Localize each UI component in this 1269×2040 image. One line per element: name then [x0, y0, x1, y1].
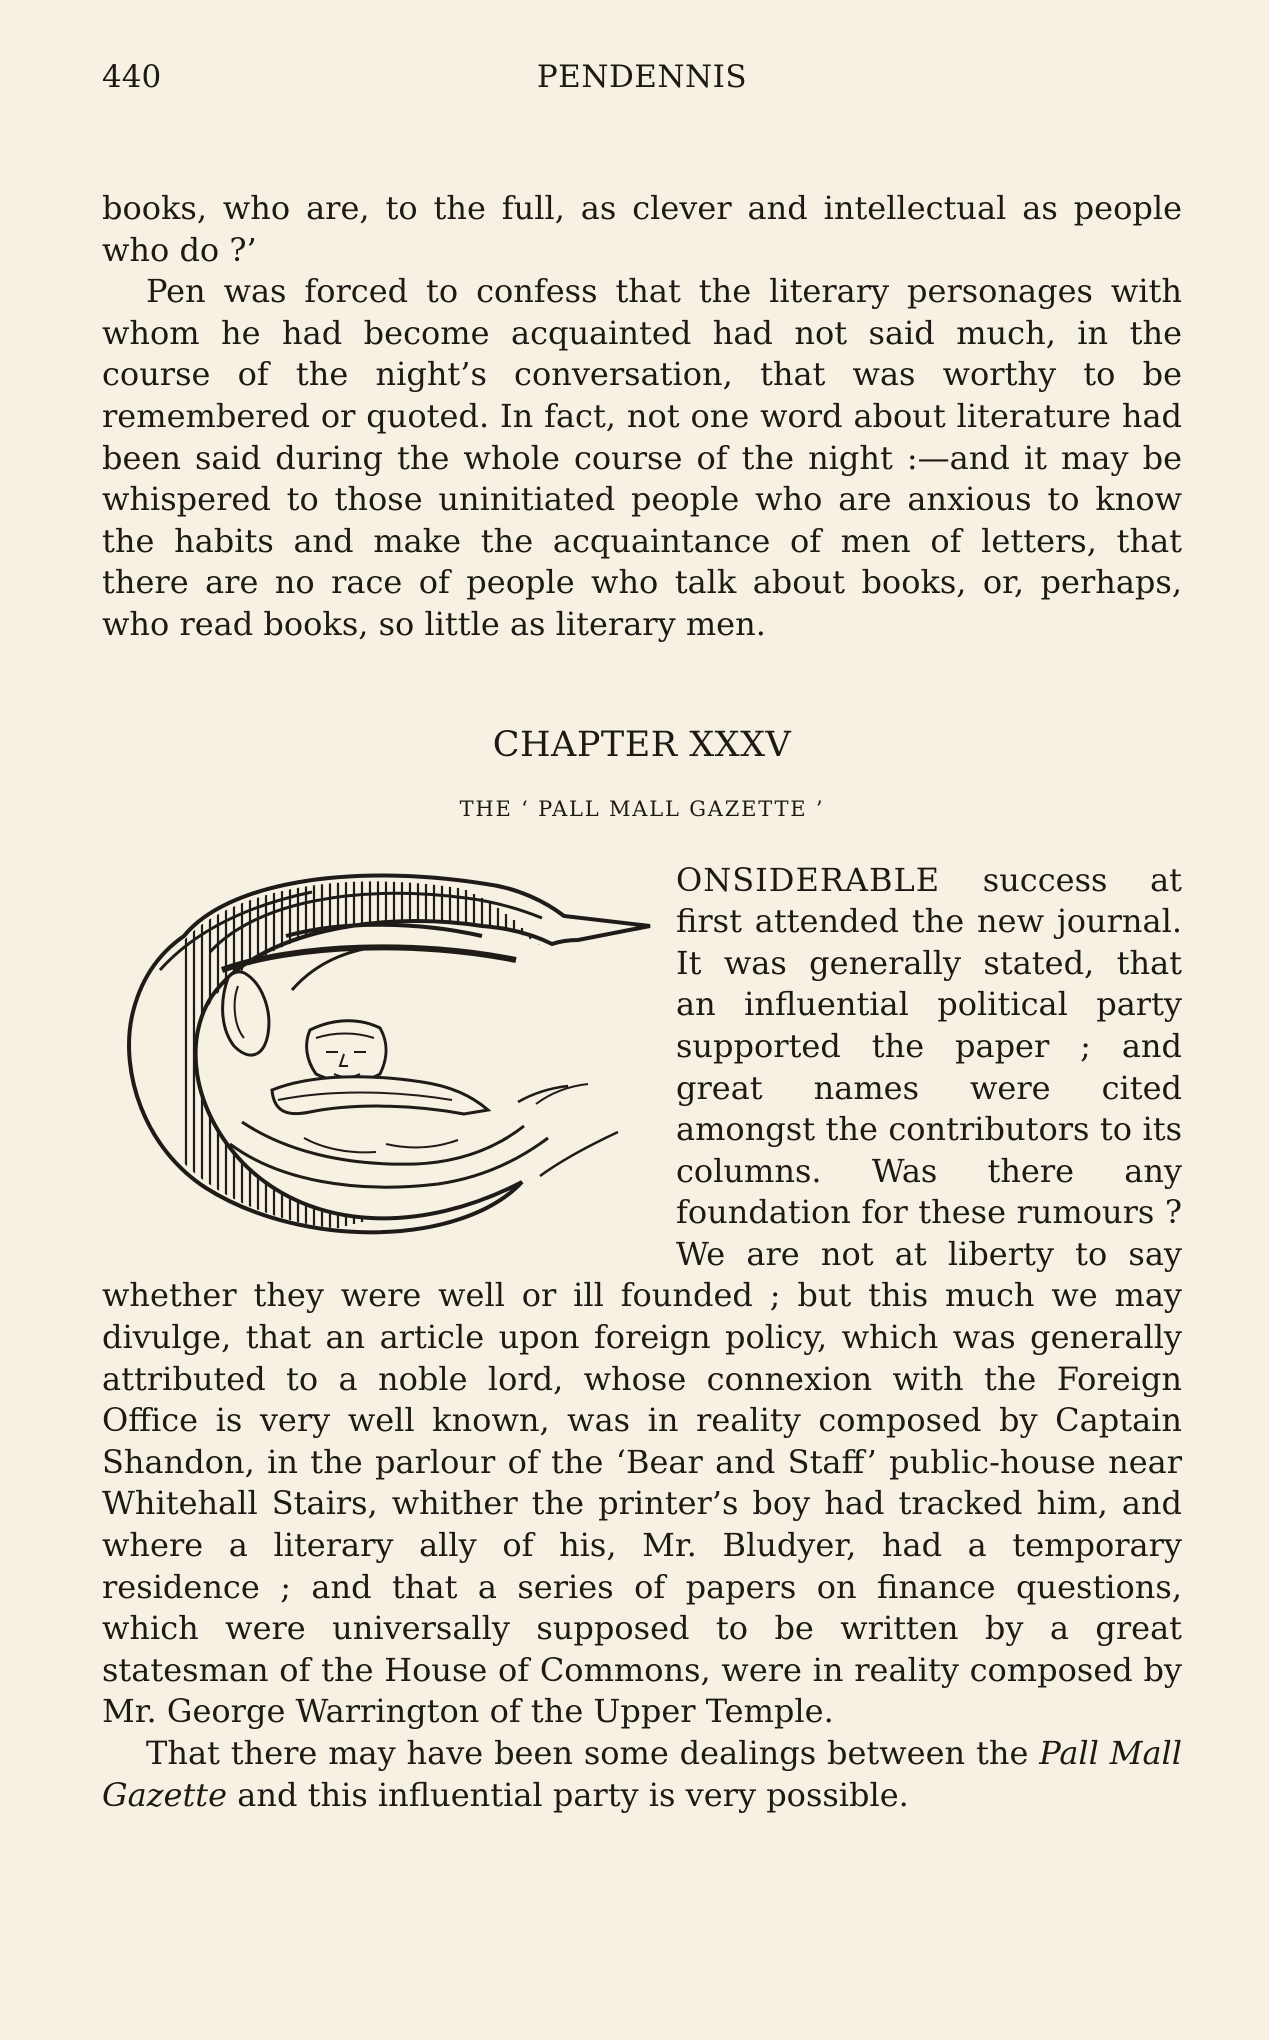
closing-paragraph: [102, 1733, 1182, 1816]
newspaper-title: Pall Mall Gazette: [102, 1734, 1183, 1814]
opening-paragraph-rest: success at first attended the new journal. It was generally stated, that an influential political party supported the paper ; and great names were cited amongst the contributors to its columns. Was there any foundation for these rumours ? We are not at liberty to say whether they were well or ill founded ; but this much we may divulge, that an article upon foreign policy, which was generally attributed to a noble lord, whose connexion with the Foreign Office is very well known, was in reality composed by Captain Shandon, in the parlour of the ‘Bear and Staff’ public-house near Whitehall Stairs, whither the printer’s boy had tracked him, and where a literary ally of his, Mr. Bludyer, had a temporary residence ; and that a series of papers on finance questions, which were universally supposed to be written by a great statesman of the House of Commons, were in reality composed by Mr. George Warrington of the Upper Temple.: [102, 860, 1182, 1731]
continued-paragraph: books, who are, to the full, as clever and intellectual as people who do ?’: [102, 189, 1182, 269]
chapter-opening-section: [102, 860, 1182, 1733]
chapter-subtitle: THE ‘ PALL MALL GAZETTE ’: [459, 796, 825, 821]
page-number: 440: [102, 59, 162, 95]
engraved-drop-cap-c-illustration-icon: [102, 844, 658, 1246]
body-paragraph-pen: Pen was forced to confess that the literary personages with whom he had become acquainted had not said much, in the course of the night’s conversation, that was worthy to be remembered or quoted. In fact, not one word about literature had been said during the whole course of the night :—and it may be whispered to those uninitiated people who are anxious to know the habits and make the acquaintance of men of letters, that there are no race of people who talk about books, or, perhaps, who read books, so little as literary men.: [102, 272, 1182, 643]
running-header: [102, 54, 1182, 100]
opening-small-caps: ONSIDERABLE: [676, 860, 941, 899]
drop-cap-letter: [618, 72, 636, 90]
closing-paragraph-start: That there may have been some dealings between the: [146, 1734, 1040, 1772]
running-title: PENDENNIS: [536, 59, 748, 95]
drop-cap-illustration: [102, 844, 658, 1246]
closing-paragraph-end: and this influential party is very possible.: [227, 1775, 909, 1814]
book-page: [102, 54, 1182, 1994]
chapter-heading: CHAPTER XXXV: [492, 724, 792, 765]
